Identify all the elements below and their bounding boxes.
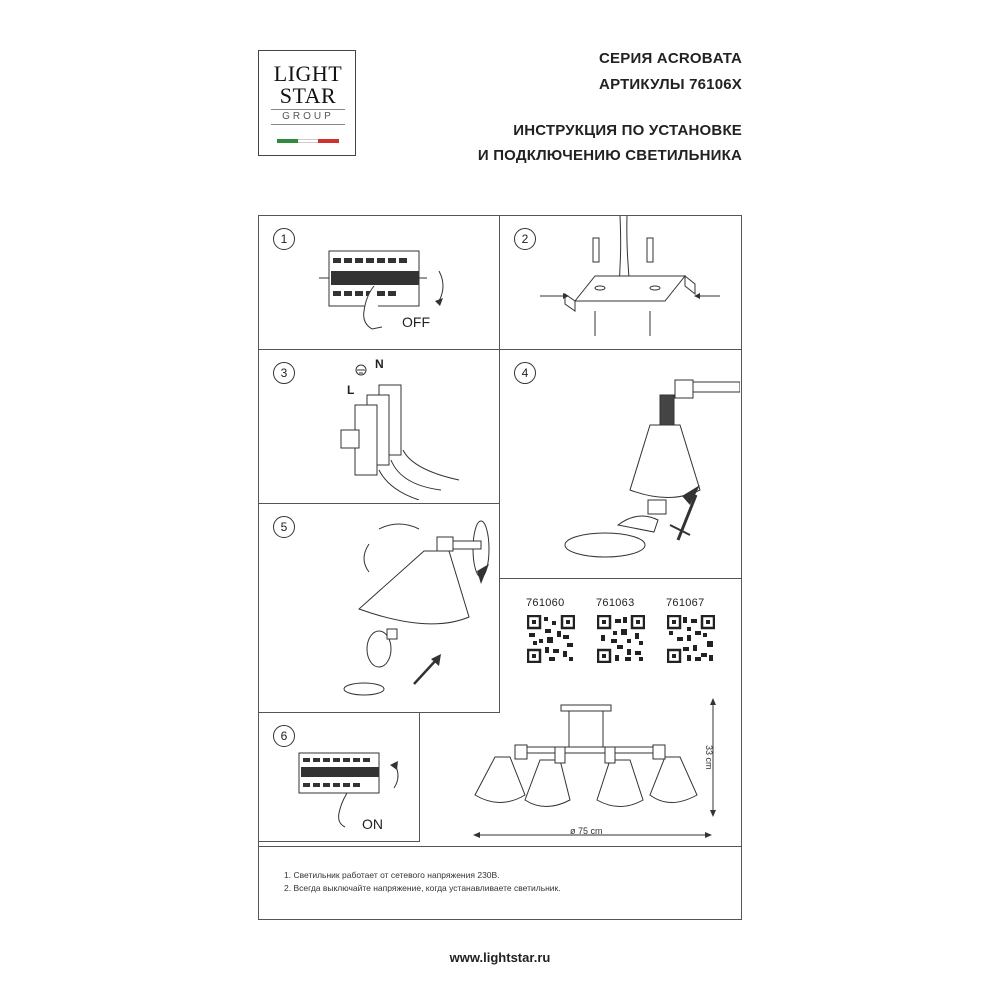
on-label: ON — [362, 816, 383, 832]
terminal-block-illustration — [319, 360, 469, 500]
lightstar-logo — [258, 50, 356, 156]
note-2: 2. Всегда выключайте напряжение, когда устанавливаете светильник. — [284, 883, 561, 893]
series-title: СЕРИЯ ACROBATA — [599, 50, 742, 67]
instruction-title-line1: ИНСТРУКЦИЯ ПО УСТАНОВКЕ — [513, 122, 742, 139]
breaker-on-illustration — [289, 743, 419, 838]
shade-install-illustration — [550, 360, 740, 575]
bulb-install-illustration — [329, 509, 499, 709]
height-dimension: 33 cm — [704, 745, 714, 770]
step-number: 6 — [273, 725, 295, 747]
qr-label-761060: 761060 — [526, 597, 565, 609]
qr-code-761060[interactable] — [527, 615, 575, 663]
qr-label-761067: 761067 — [666, 597, 705, 609]
step-number: 2 — [514, 228, 536, 250]
notes-section — [258, 846, 742, 921]
width-dimension: ø 75 cm — [570, 826, 603, 836]
step-5-panel — [258, 503, 500, 713]
step-number: 4 — [514, 362, 536, 384]
step-number: 3 — [273, 362, 295, 384]
logo-line-light: LIGHT — [273, 61, 343, 86]
step-number: 5 — [273, 516, 295, 538]
step-4-panel — [499, 349, 742, 579]
qr-code-761063[interactable] — [597, 615, 645, 663]
logo-line-group: GROUP — [271, 109, 345, 125]
step-1-panel — [258, 215, 500, 350]
breaker-off-illustration — [309, 236, 489, 346]
step-6-panel — [258, 712, 420, 842]
note-1: 1. Светильник работает от сетевого напряжения 230В. — [284, 870, 500, 880]
live-label: L — [347, 383, 355, 397]
website-link[interactable]: www.lightstar.ru — [449, 950, 551, 965]
italian-flag-stripe — [277, 139, 339, 143]
step-number: 1 — [273, 228, 295, 250]
logo-line-star: STAR — [279, 83, 337, 108]
qr-label-761063: 761063 — [596, 597, 635, 609]
neutral-label: N — [375, 357, 384, 371]
step-3-panel — [258, 349, 500, 504]
step-2-panel — [499, 215, 742, 350]
articles-title: АРТИКУЛЫ 76106X — [599, 76, 742, 93]
mounting-bracket-illustration — [535, 216, 735, 346]
qr-code-761067[interactable] — [667, 615, 715, 663]
instruction-title-line2: И ПОДКЛЮЧЕНИЮ СВЕТИЛЬНИКА — [477, 147, 742, 164]
off-label: OFF — [402, 314, 430, 330]
